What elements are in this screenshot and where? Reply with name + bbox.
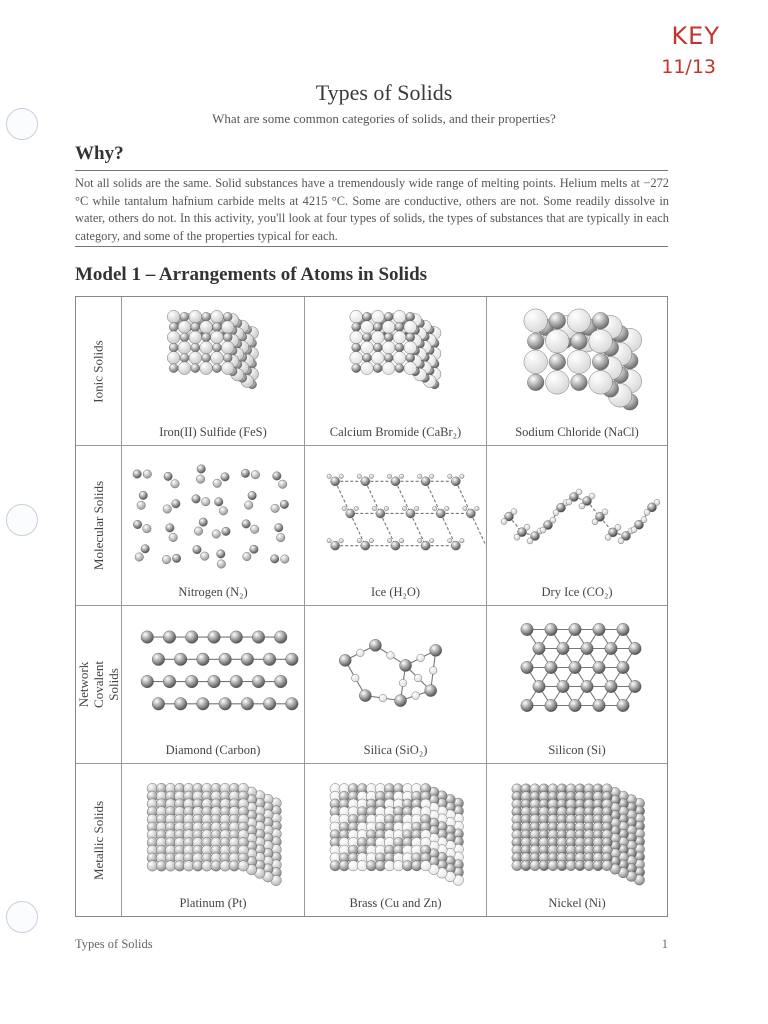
footer-title: Types of Solids	[75, 937, 153, 951]
caption-diamond: Diamond (Carbon)	[165, 743, 261, 757]
caption-nickel: Nickel (Ni)	[548, 896, 606, 910]
cell-iron-sulfide	[122, 297, 305, 446]
sodium-chloride-image	[487, 303, 667, 421]
platinum-image	[122, 770, 304, 892]
why-rule-top	[75, 170, 668, 171]
caption-silica: Silica (SiO₂)	[363, 743, 428, 757]
cell-ice	[305, 446, 487, 606]
cell-silicon	[487, 606, 667, 764]
row-label-ionic: Ionic Solids	[76, 297, 122, 446]
hole-punch-bottom	[6, 901, 38, 933]
cell-sodium-chloride	[487, 297, 667, 446]
row-label-metallic: Metallic Solids	[76, 764, 122, 916]
handwritten-date: 11/13	[661, 56, 716, 78]
hole-punch-middle	[6, 504, 38, 536]
cell-calcium-bromide	[305, 297, 487, 446]
caption-silicon: Silicon (Si)	[548, 743, 606, 757]
cell-diamond	[122, 606, 305, 764]
row-label-molecular: Molecular Solids	[76, 446, 122, 606]
cell-nickel	[487, 764, 667, 916]
ice-image	[305, 452, 486, 581]
model-table	[75, 296, 668, 917]
dry-ice-image	[487, 452, 667, 581]
cell-dry-ice	[487, 446, 667, 606]
caption-dry-ice: Dry Ice (CO₂)	[541, 585, 613, 599]
caption-nitrogen: Nitrogen (N₂)	[178, 585, 248, 599]
nickel-image	[487, 770, 667, 892]
handwritten-key: KEY	[671, 22, 720, 50]
caption-iron-sulfide: Iron(II) Sulfide (FeS)	[159, 425, 267, 439]
calcium-bromide-image	[305, 303, 486, 421]
brass-image	[305, 770, 486, 892]
caption-calcium-bromide: Calcium Bromide (CaBr₂)	[329, 425, 462, 439]
model-heading: Model 1 – Arrangements of Atoms in Solids	[75, 264, 428, 285]
iron-sulfide-image	[122, 303, 304, 421]
page-subtitle: What are some common categories of solids, and their properties?	[212, 111, 556, 126]
why-heading: Why?	[75, 143, 124, 164]
caption-ice: Ice (H₂O)	[370, 585, 421, 599]
cell-platinum	[122, 764, 305, 916]
silica-image	[305, 612, 486, 739]
cell-brass	[305, 764, 487, 916]
cell-nitrogen	[122, 446, 305, 606]
caption-brass: Brass (Cu and Zn)	[349, 896, 442, 910]
caption-platinum: Platinum (Pt)	[179, 896, 247, 910]
silicon-image	[487, 612, 667, 739]
diamond-image	[122, 612, 304, 739]
caption-sodium-chloride: Sodium Chloride (NaCl)	[515, 425, 639, 439]
why-paragraph: Not all solids are the same. Solid substances have a tremendously wide range of melting points. Helium melts at −272 °C while tantalum hafnium carbide melts at 4215 °C. Some are conductive, others are not. Some readily dissolve in water, others do not. In this activity, you'll look at four types of solids, the types of substances that are typically in each category, and some of the properties typical for each.	[75, 176, 669, 243]
page-title: Types of Solids	[315, 80, 453, 105]
nitrogen-image	[122, 452, 304, 581]
cell-silica	[305, 606, 487, 764]
page-number: 1	[661, 937, 668, 951]
row-label-network-covalent: Network Covalent Solids	[76, 606, 122, 764]
why-rule-bottom	[75, 246, 668, 247]
